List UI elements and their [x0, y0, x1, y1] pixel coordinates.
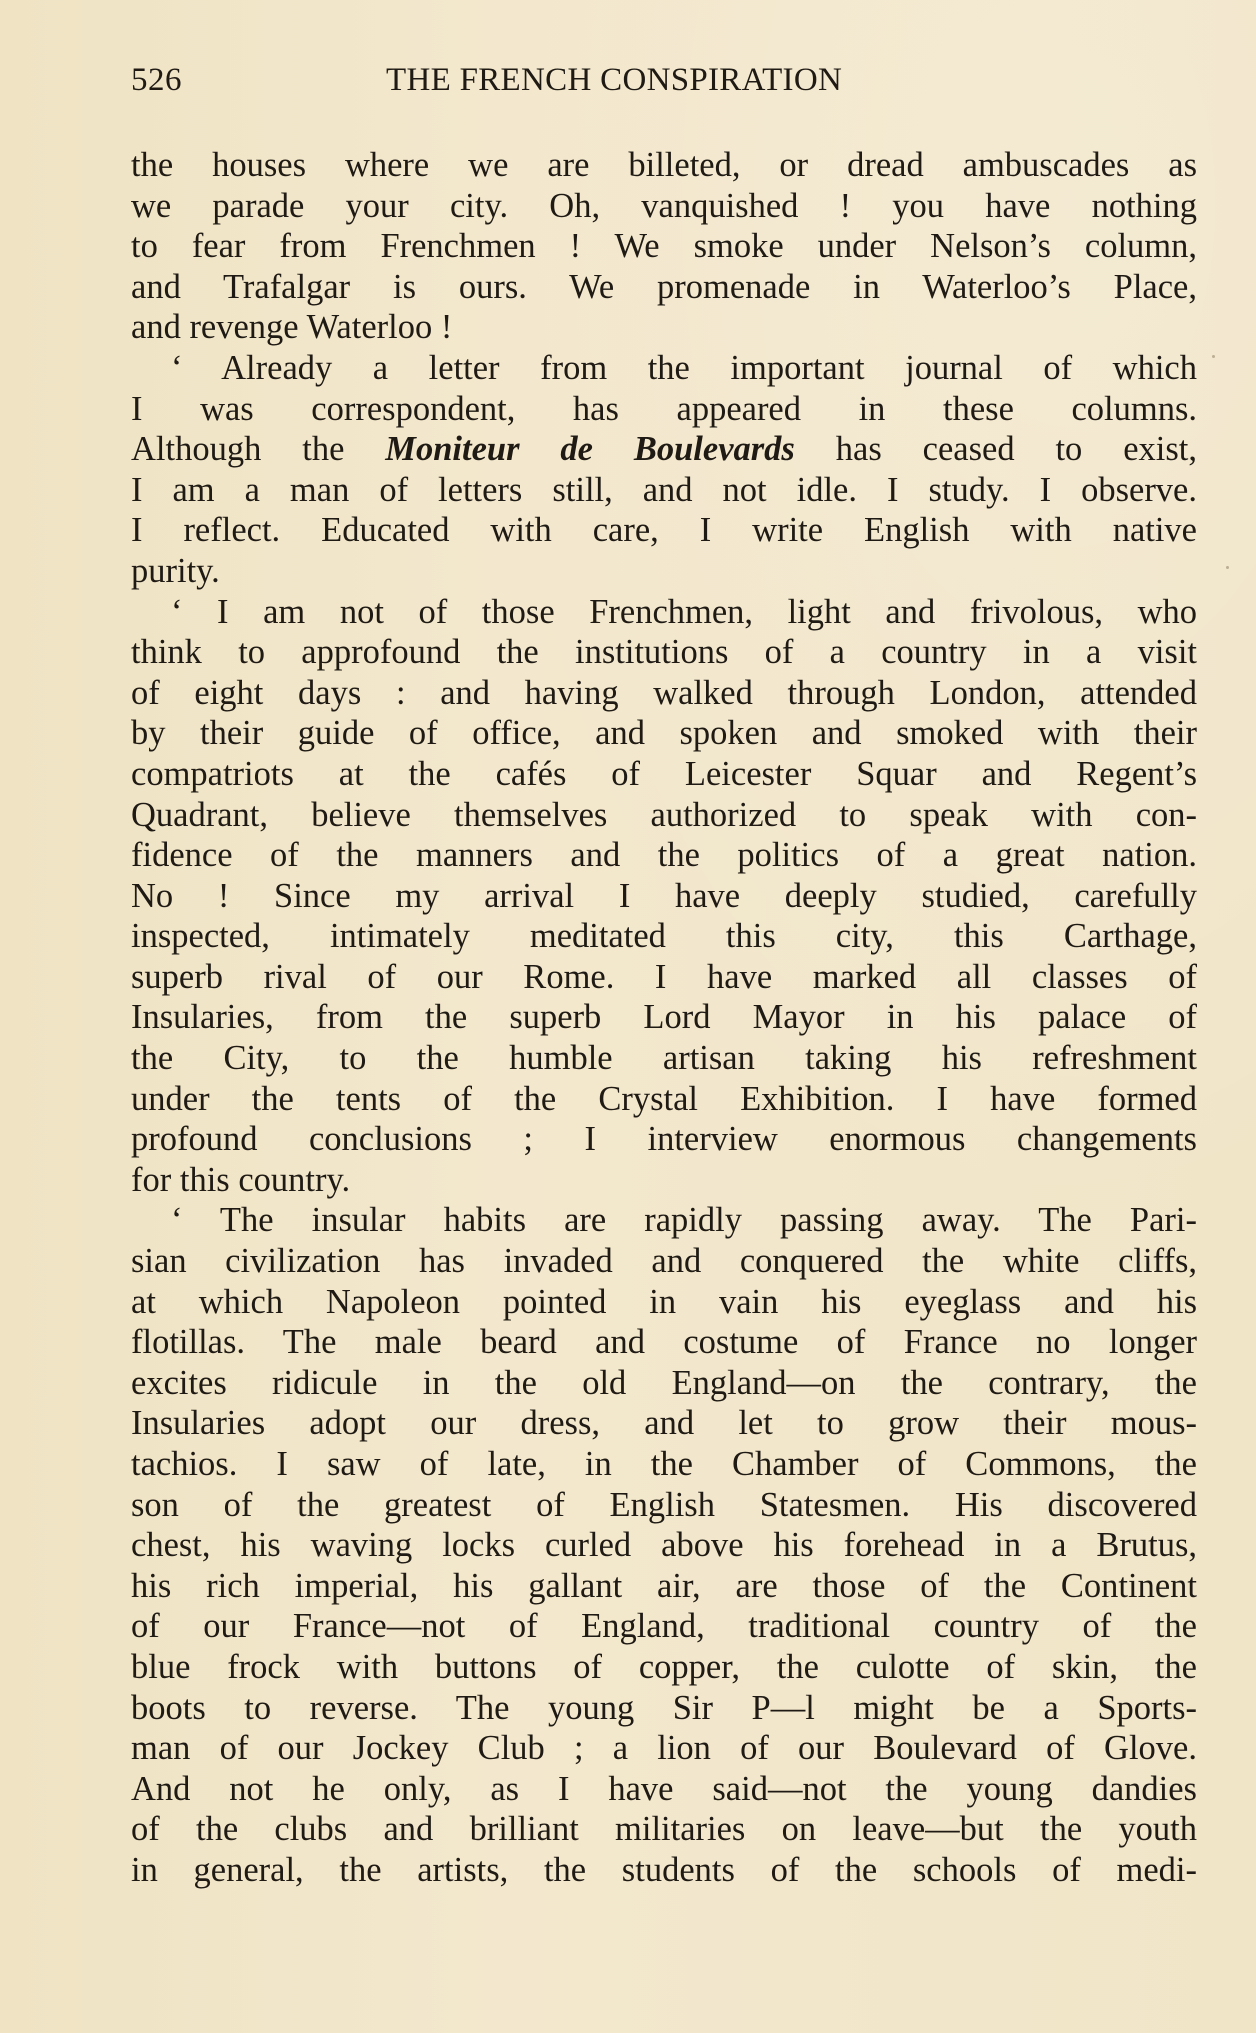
text-line: Insularies, from the superb Lord Mayor in his palace of [131, 998, 1197, 1037]
text-line: flotillas. The male beard and costume of France no longer [131, 1323, 1197, 1362]
text-line: the houses where we are billeted, or dread ambuscades as [131, 146, 1197, 184]
text-line: son of the greatest of English Statesmen. His discovered [131, 1485, 1197, 1524]
text-line: we parade your city. Oh, vanquished ! you have nothing [131, 186, 1197, 225]
text-line: of the clubs and brilliant militaries on leave—but the youth [131, 1810, 1197, 1849]
text-line: at which Napoleon pointed in vain his eyeglass and his [131, 1282, 1197, 1321]
text-line: sian civilization has invaded and conquered the white cliffs, [131, 1242, 1197, 1281]
italic-title: Moniteur de Boulevards [385, 430, 795, 469]
text-line: I was correspondent, has appeared in these columns. [131, 389, 1197, 428]
page-speck [1212, 355, 1215, 358]
text-line: his rich imperial, his gallant air, are those of the Continent [131, 1566, 1197, 1605]
page-speck [1226, 566, 1229, 569]
text-line: and Trafalgar is ours. We promenade in Waterloo’s Place, [131, 267, 1197, 306]
text-line: for this country. [131, 1160, 351, 1199]
text-line: No ! Since my arrival I have deeply studied, carefully [131, 876, 1197, 915]
text-line: boots to reverse. The young Sir P—l might be a Sports- [131, 1688, 1197, 1727]
text-line: Insularies adopt our dress, and let to grow their mous- [131, 1404, 1197, 1443]
text-line: fidence of the manners and the politics of a great nation. [131, 836, 1197, 875]
page-number: 526 [131, 62, 182, 98]
text-line: under the tents of the Crystal Exhibition. I have formed [131, 1079, 1197, 1118]
text-line: to fear from Frenchmen ! We smoke under Nelson’s column, [131, 227, 1197, 266]
text-line: ‘ The insular habits are rapidly passing away. The Pari- [171, 1201, 1197, 1240]
text-line: the City, to the humble artisan taking his refreshment [131, 1039, 1197, 1078]
text-segment: has ceased to exist, [794, 430, 1197, 469]
text-line: ‘ Already a letter from the important journal of which [171, 348, 1197, 387]
text-line: in general, the artists, the students of the schools of medi- [131, 1850, 1197, 1889]
body-text [131, 145, 1197, 1891]
text-line: excites ridicule in the old England—on the contrary, the [131, 1363, 1197, 1402]
text-line: I reflect. Educated with care, I write English with native [131, 511, 1197, 550]
text-line [131, 429, 1197, 470]
text-line: compatriots at the cafés of Leicester Squar and Regent’s [131, 754, 1197, 793]
text-line: ‘ I am not of those Frenchmen, light and frivolous, who [171, 592, 1197, 631]
text-line: And not he only, as I have said—not the young dandies [131, 1769, 1197, 1808]
text-line: purity. [131, 551, 220, 590]
text-line: chest, his waving locks curled above his forehead in a Brutus, [131, 1526, 1197, 1565]
text-line: tachios. I saw of late, in the Chamber of Commons, the [131, 1445, 1197, 1483]
running-head [131, 62, 1196, 106]
text-line: profound conclusions ; I interview enormous changements [131, 1120, 1197, 1159]
text-line: Quadrant, believe themselves authorized to speak with con- [131, 795, 1197, 834]
running-title: THE FRENCH CONSPIRATION [386, 62, 843, 98]
text-line: man of our Jockey Club ; a lion of our Boulevard of Glove. [131, 1729, 1197, 1768]
text-line: superb rival of our Rome. I have marked all classes of [131, 957, 1197, 996]
text-line: think to approfound the institutions of a country in a visit [131, 633, 1197, 672]
text-line: of eight days : and having walked through London, attended [131, 673, 1197, 712]
text-line: of our France—not of England, traditional country of the [131, 1607, 1197, 1646]
text-line: blue frock with buttons of copper, the culotte of skin, the [131, 1647, 1197, 1686]
text-segment: Although the [131, 430, 386, 469]
text-line: inspected, intimately meditated this city, this Carthage, [131, 917, 1197, 956]
text-line: and revenge Waterloo ! [131, 308, 453, 347]
text-line: by their guide of office, and spoken and smoked with their [131, 714, 1197, 753]
text-line: I am a man of letters still, and not idle. I study. I observe. [131, 470, 1197, 509]
